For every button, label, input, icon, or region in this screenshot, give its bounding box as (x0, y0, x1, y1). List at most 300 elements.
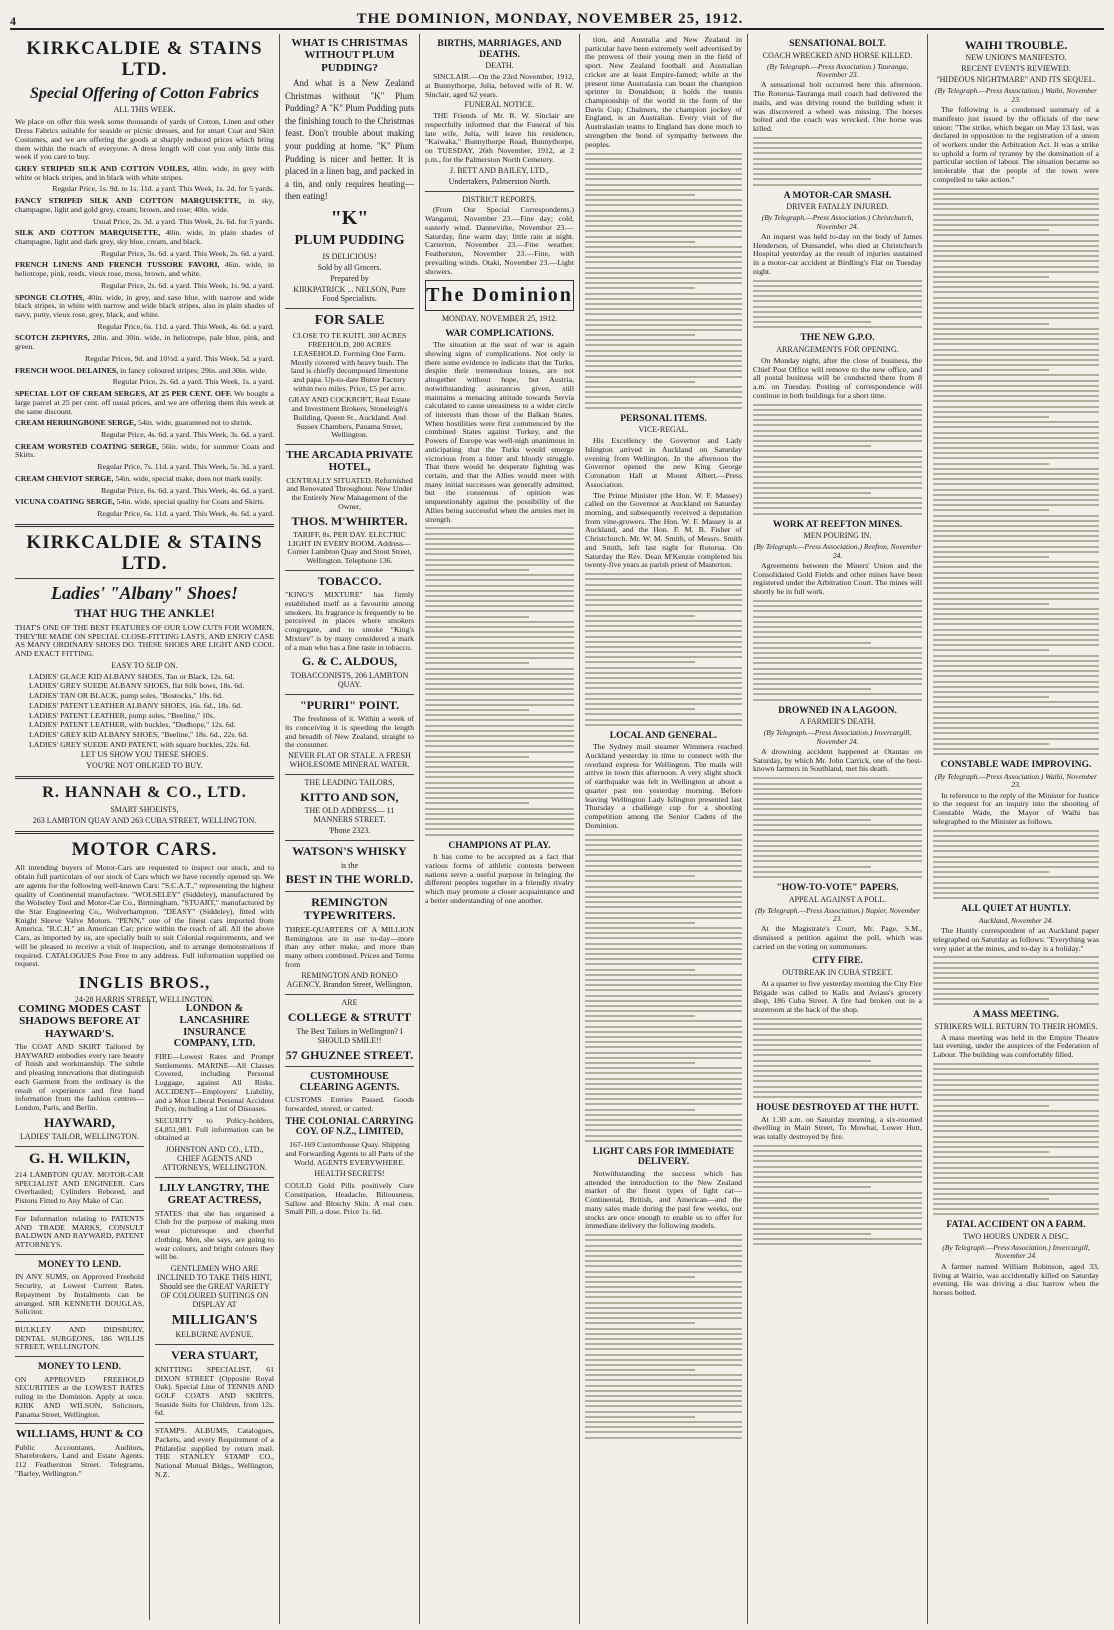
text-line (585, 677, 742, 679)
customs-body: CUSTOMS Entries Passed. Goods forwarded, stored, or carted. (285, 1095, 414, 1114)
dominion-logo: The Dominion (425, 280, 574, 310)
kirkpatrick: KIRKPATRICK ... NELSON, Pure Food Specialists. (293, 284, 406, 303)
bailey-address: Undertakers, Palmerston North. (448, 176, 551, 186)
text-line (933, 660, 1099, 662)
text-line (585, 1057, 742, 1059)
never-flat: NEVER FLAT OR STALE. A FRESH WHOLESOME MINERAL WATER. (288, 750, 411, 769)
champions-heading: CHAMPIONS AT PLAY. (448, 840, 551, 851)
text-line (933, 1130, 1099, 1132)
text-line (585, 708, 695, 710)
text-line (933, 546, 1099, 548)
text-line (585, 1005, 742, 1007)
text-line (753, 1202, 922, 1204)
text-line (753, 1212, 922, 1214)
text-line (753, 321, 871, 323)
strikers-continued-text (933, 1063, 1099, 1215)
text-line (585, 1426, 742, 1428)
text-line (425, 797, 574, 799)
text-line (933, 861, 1099, 863)
text-line (753, 295, 922, 297)
text-line (933, 1115, 1099, 1117)
editorial-date: MONDAY, NOVEMBER 25, 1912. (441, 313, 558, 323)
milligans-address: KELBURNE AVENUE. (175, 1330, 254, 1340)
local-continued-text (585, 834, 742, 1142)
text-line (933, 897, 1099, 899)
cotton-item-desc: in sky, champagne, light and gold grey, cream, brown, and rose; 40in. wide. (15, 196, 274, 214)
text-line (753, 471, 922, 473)
strikers-body: A mass meeting was held in the Empire Theatre last evening, under the auspices of the Federation of Labour. The building was comfortably filled. (933, 1032, 1099, 1060)
patents-ad: For Information relating to PATENTS AND TRADE MARKS, CONSULT BALDWIN AND RAYWARD, PATENT ATTORNEYS. (15, 1213, 144, 1250)
text-line (585, 1062, 695, 1064)
text-line (753, 513, 922, 515)
cotton-item-desc: 40in. wide, in grey with white or black stripes, and in black with white stripes. (15, 163, 274, 182)
text-line (585, 287, 695, 289)
text-line (933, 343, 1099, 345)
personal-items-body: The Prime Minister (the Hon. W. F. Massey) called on the Governor at Auckland on Saturday morning, and subsequently received a deputation from vine-growers. The Hon. W. F. Massey is at Auckland, and the Hon. F. M. B. Fisher of Christchurch. Mr. W. M. Smith, of Messrs. Smith and Smith, left last night for Rotorua. On Saturday the Rev. Dean M'Kenzie completed his twenty-five years as parish priest of Masterton. (585, 490, 742, 570)
constable-continued-text (933, 830, 1099, 899)
text-line (425, 787, 574, 789)
text-line (585, 1354, 742, 1356)
text-line (753, 404, 922, 406)
text-line (425, 782, 574, 784)
light-cars-continued-text (585, 1234, 742, 1438)
war-complications-body: The situation at the seat of war is again showing signs of complications. Not only is there some evidence to indicate that the Turks, despite their tremendous losses, are not altogether without hope, but Austria, notwithstanding assurances given, still maintains a menacing attitude towards Servia calculated to cause uneasiness to a wider circle of interests than those of the Balkan States. When hostilities were first commenced by the combined States against Turkey, and the Powers of Europe was well-nigh unanimous in anticipating that the Turks would emerge victorious from a bitter and bloody struggle. That there would be desperate fighting was certain, and that the Allies would meet with many initial successes was generally admitted, but the consensus of opinion was unquestionably against the possibility of the Allies being successful when the armies met in strength. (425, 340, 574, 524)
hannah-address: 263 LAMBTON QUAY AND 263 CUBA STREET, WELLINGTON. (32, 816, 257, 826)
text-line (585, 672, 742, 674)
gpo-continued-text (753, 404, 922, 515)
text-line (933, 753, 1099, 755)
text-line (425, 657, 574, 659)
text-line (753, 803, 922, 805)
city-fire-heading: CITY FIRE. (812, 956, 863, 967)
text-line (753, 142, 922, 144)
text-line (933, 717, 1099, 719)
text-line (585, 594, 742, 596)
text-line (585, 1078, 742, 1080)
text-line (933, 380, 1099, 382)
funeral-heading: FUNERAL NOTICE. (464, 100, 535, 110)
text-line (585, 1421, 742, 1423)
text-line (425, 802, 529, 804)
column-4-continued-text (585, 153, 742, 409)
text-line (425, 725, 574, 727)
text-line (425, 730, 574, 732)
hannah-sub: SMART SHOEISTS, (110, 805, 179, 815)
text-line (753, 482, 922, 484)
kirkcaldie-title: KIRKCALDIE & STAINS LTD. (26, 38, 263, 81)
colonial-title: THE COLONIAL CARRYING COY. OF N.Z., LIMITED, (285, 1116, 414, 1138)
cotton-item-name: CREAM HERRINGBONE SERGE, (15, 418, 137, 428)
text-line (753, 647, 922, 649)
text-line (753, 616, 922, 618)
text-line (585, 1437, 742, 1439)
text-line (585, 1234, 742, 1236)
masthead (10, 6, 1104, 30)
text-line (933, 561, 1099, 563)
text-line (933, 198, 1099, 200)
text-line (933, 219, 1099, 221)
text-line (753, 290, 922, 292)
text-line (753, 1044, 922, 1046)
text-line (753, 866, 871, 868)
text-line (753, 668, 922, 670)
house-destroyed-heading: HOUSE DESTROYED AT THE HUTT. (756, 1102, 919, 1113)
war-complications-heading: WAR COMPLICATIONS. (445, 328, 554, 339)
text-line (585, 984, 742, 986)
cotton-list (15, 165, 274, 519)
text-line (585, 1400, 742, 1402)
text-line (933, 1182, 1099, 1184)
easy-to-slip: EASY TO SLIP ON. (111, 660, 178, 670)
hideous-nightmare: "HIDEOUS NIGHTMARE" AND ITS SEQUEL. (936, 75, 1096, 85)
text-line (425, 652, 574, 654)
text-line (933, 520, 1099, 522)
text-line (933, 977, 1099, 979)
shoe-item: LADIES' GLACE KID ALBANY SHOES, Tan or Black, 12s. 6d. (29, 671, 235, 681)
personal-items-heading: PERSONAL ITEMS. (620, 413, 707, 424)
recent-events: RECENT EVENTS REVIEWED. (961, 64, 1071, 74)
gray-cockroft: GRAY AND COCKROFT, Real Estate and Investment Brokers, Stoneleigh's Building, Queen St., Auckland. And Sussex Chambers, Panama Street, Wellington. (288, 395, 411, 440)
text-line (585, 922, 695, 924)
text-line (933, 452, 1099, 454)
text-line (585, 604, 742, 606)
text-line (753, 834, 922, 836)
text-line (585, 896, 742, 898)
text-line (753, 1176, 922, 1178)
tobacco-body: "KING'S MIXTURE" has firmly established itself as a favourite among smokers. Its fragrance is frequently to be perceived in places where smokers congregate, and to smoke "King's Mixture" is by many considered a mark of a man who has a fine taste in tobacco. (285, 590, 414, 652)
all-this-week: ALL THIS WEEK. (113, 105, 176, 115)
text-line (753, 860, 922, 862)
williams-hunt-title: WILLIAMS, HUNT & CO (16, 1428, 143, 1441)
text-line (753, 1060, 871, 1062)
text-line (753, 845, 922, 847)
johnston-agents: JOHNSTON AND CO., LTD., CHIEF AGENTS AND ATTORNEYS, WELLINGTON. (161, 1145, 268, 1173)
text-line (585, 912, 742, 914)
text-line (425, 808, 574, 810)
cotton-item-price: Usual Price, 2s. 3d. a yard. This Week, 2s. 6d. for 5 yards. (93, 216, 274, 226)
text-line (933, 234, 1099, 236)
text-line (585, 1276, 695, 1278)
text-line (425, 776, 574, 778)
text-line (585, 687, 742, 689)
wilkin-title: G. H. WILKIN, (29, 1151, 130, 1168)
vera-stuart-body: KNITTING SPECIALIST, 61 DIXON STREET (Opposite Royal Oak). Special Line of TENNIS AND GOLF COATS AND SKIRTS. Seaside Suits for Children, from 12s. 6d. (155, 1364, 274, 1418)
text-line (753, 657, 922, 659)
text-line (753, 1155, 922, 1157)
text-line (753, 683, 922, 685)
text-line (585, 189, 742, 191)
williams-hunt-body: Public Accountants, Auditors, Sharebrokers, Land and Estate Agents. 112 Featherston Street. Telegrams, "Barley, Wellington." (15, 1442, 144, 1478)
text-line (585, 220, 742, 222)
light-cars-heading: LIGHT CARS FOR IMMEDIATE DELIVERY. (592, 1146, 735, 1168)
cotton-item-name: FANCY STRIPED SILK AND COTTON MARQUISETTE, (15, 196, 241, 206)
text-line (753, 673, 922, 675)
text-line (585, 241, 695, 243)
text-line (753, 440, 922, 442)
text-line (585, 979, 742, 981)
text-line (933, 530, 1099, 532)
text-line (585, 854, 742, 856)
text-line (933, 515, 1099, 517)
text-line (933, 245, 1099, 247)
text-line (585, 407, 742, 409)
text-line (585, 963, 742, 965)
fatal-accident-heading: FATAL ACCIDENT ON A FARM. (946, 1220, 1086, 1231)
text-line (933, 1162, 1099, 1164)
text-line (585, 1046, 742, 1048)
text-line (933, 993, 1099, 995)
text-line (753, 876, 922, 878)
text-line (585, 194, 695, 196)
text-line (753, 1091, 922, 1093)
text-line (585, 1369, 695, 1371)
inglis-address: 24-28 HARRIS STREET, WELLINGTON. (74, 995, 215, 1005)
text-line (753, 1217, 922, 1219)
text-line (933, 701, 1099, 703)
money-to-lend-1-body: IN ANY SUMS, on Approved Freehold Security, at Lowest Current Rates. Repayment by Instalments can be arranged. SIR KENNETH DOUGLAS, Solicitor. (15, 1272, 144, 1317)
text-line (585, 1265, 742, 1267)
text-line (933, 525, 1099, 527)
text-line (933, 447, 1099, 449)
column-1a-ads (10, 1000, 150, 1620)
text-line (425, 538, 574, 540)
text-line (753, 1160, 922, 1162)
funeral-notice: THE Friends of Mr. R. W. Sinclair are respectfully informed that the Funeral of his late wife, Julia, will leave his residence, "Kaiwaka," Bunnythorpe Road, Bunnythorpe, on TUESDAY, 26th November, 1912, at 2 p.m., for the Palmerston North Cemetery. (425, 111, 574, 164)
fatal-byline: (By Telegraph.—Press Association.) Invercargill, November 24. (942, 1243, 1090, 1261)
text-line (933, 1193, 1099, 1195)
text-line (585, 1302, 742, 1304)
text-line (933, 598, 1099, 600)
k-title: "K" (330, 206, 369, 229)
text-line (753, 652, 922, 654)
text-line (933, 1172, 1099, 1174)
text-line (585, 1124, 742, 1126)
cotton-item-price: Regular Prices, 9d. and 10½d. a yard. This Week, 5d. a yard. (85, 353, 274, 363)
text-line (933, 338, 1099, 340)
huntly-continued-text (933, 956, 1099, 1005)
money-to-lend-2-body: ON APPROVED FREEHOLD SECURITIES at the LOWEST RATES ruling in the Dominion. Apply at once. KIRK AND WILSON, Solicitors, Panama Street, Wellington. (15, 1374, 144, 1419)
death-notice: SINCLAIR.—On the 23rd November, 1912, at Bunnythorpe, Julia, beloved wife of R. W. Sinclair, aged 62 years. (425, 72, 574, 99)
text-line (425, 709, 529, 711)
cotton-item (15, 390, 274, 416)
text-line (585, 599, 742, 601)
cotton-item (15, 334, 274, 351)
milligans-title: MILLIGAN'S (171, 1312, 258, 1328)
text-line (425, 636, 574, 638)
appeal-against-poll: APPEAL AGAINST A POLL. (788, 894, 887, 904)
text-line (933, 618, 1099, 620)
text-line (933, 483, 1099, 485)
waihi-body: The following is a condensed summary of a manifesto just issued by the officials of the new union: "The strike, which began on May 13 last, was declared in opposition to the registration of a union of workers under the Arbitration Act. It was a strike to uphold a form of tyranny by the domination of a particular section of labour. The situation became so intolerable that the people of the town were compelled to take action." (933, 105, 1099, 184)
shoe-item: LADIES' GREY SUEDE AND PATENT, with square buckles, 22s. 6d. (29, 739, 251, 749)
text-line (933, 623, 1099, 625)
text-line (933, 712, 1099, 714)
cotton-item-name: SPONGE CLOTHS, (15, 292, 85, 302)
text-line (425, 735, 574, 737)
text-line (933, 608, 1099, 610)
text-line (753, 1039, 922, 1041)
text-line (585, 661, 695, 663)
cotton-item-price: Regular Price, 1s. 9d. to 1s. 11d. a yard. This Week, 1s. 2d. for 5 yards. (52, 184, 274, 194)
text-line (933, 406, 1099, 408)
cuba-street-outbreak: OUTBREAK IN CUBA STREET. (782, 968, 893, 978)
text-line (425, 579, 574, 581)
text-line (933, 1105, 1049, 1107)
text-line (933, 426, 1099, 428)
cotton-item-desc: 54in. wide, special quality for Coats and Skirts. (114, 497, 265, 507)
text-line (753, 610, 922, 612)
text-line (933, 551, 1099, 553)
money-to-lend-1: MONEY TO LEND. (38, 1259, 121, 1270)
cotton-item-name: VICUNA COATING SERGE, (15, 497, 115, 507)
shoe-list (15, 673, 274, 750)
shoe-item: LADIES' GREY SUEDE ALBANY SHOES, flat Silk bows, 18s. 6d. (29, 681, 245, 691)
cotton-item-price: Regular Price, 6s. 6d. a yard. This Week, 4s. 6d. a yard. (101, 485, 274, 495)
text-line (933, 364, 1099, 366)
champions-body: It has come to be accepted as a fact that various forms of athletic contests between nations serve a useful purpose in bringing the different peoples together in a friendly rivalry which may promote a closer acquaintance and a better understanding of one another. (425, 852, 574, 905)
text-line (753, 605, 922, 607)
text-line (753, 814, 922, 816)
text-line (585, 1000, 742, 1002)
text-line (585, 1010, 742, 1012)
text-line (753, 788, 922, 790)
text-line (933, 856, 1099, 858)
text-line (753, 435, 922, 437)
text-line (425, 714, 574, 716)
text-line (425, 756, 529, 758)
text-line (585, 1333, 742, 1335)
cotton-item (15, 443, 274, 460)
text-line (753, 1228, 922, 1230)
text-line (425, 683, 574, 685)
arcadia-title: THE ARCADIA PRIVATE HOTEL, (286, 449, 413, 474)
motor-smash-heading: A MOTOR-CAR SMASH. (783, 190, 892, 201)
text-line (933, 499, 1099, 501)
text-line (585, 698, 742, 700)
text-line (753, 642, 871, 644)
text-line (933, 572, 1099, 574)
text-line (753, 829, 922, 831)
text-line (585, 1052, 742, 1054)
house-destroyed-body: At 1.30 a.m. on Saturday morning, a six-roomed dwelling in Main Street, To Mowhai, Lower Hutt, was totally destroyed by fire. (753, 1114, 922, 1141)
text-line (585, 713, 742, 715)
mwhirter: THOS. M'WHIRTER. (291, 513, 408, 528)
text-line (585, 1271, 742, 1273)
text-line (753, 414, 922, 416)
shoe-item: LADIES' PATENT LEATHER, pump soles, "Beeline," 10s. (29, 710, 215, 720)
text-line (425, 574, 574, 576)
text-line (585, 656, 742, 658)
text-line (753, 1238, 922, 1240)
district-reports-heading: DISTRICT REPORTS. (462, 194, 537, 204)
text-line (585, 1385, 742, 1387)
column-3-continued-text (425, 527, 574, 835)
text-line (425, 647, 574, 649)
strikers-return: STRIKERS WILL RETURN TO THEIR HOMES. (934, 1021, 1098, 1031)
text-line (933, 333, 1099, 335)
hayward-body: The COAT AND SKIRT Tailored by HAYWARD embodies every rare beauty of finish and workmanship. The subtle and pleasing innovations that distinguish each Garment from the ordinary is the result of experience and first hand information from the fashion centres—London, Paris, and Berlin. (15, 1041, 144, 1112)
text-line (753, 855, 922, 857)
reefton-continued-text (753, 600, 922, 701)
cotton-item-name: SPECIAL LOT OF CREAM SERGES, AT 25 PER CENT. OFF. (15, 389, 232, 399)
text-line (753, 1054, 922, 1056)
text-line (933, 840, 1099, 842)
district-reports: (From Our Special Correspondents.) Wanganui, November 23.—Fine day; cold, easterly wind. Dannevirke, November 23.—Saturday, fine warm day; little rain at night. Carterton, November 23.—Fine weather. Featherston, November 23.—Fine, with prevailing winds. Otaki, November 23.—Light showers. (425, 205, 574, 276)
text-line (933, 400, 1099, 402)
text-line (585, 989, 742, 991)
text-line (753, 1166, 922, 1168)
text-line (753, 173, 922, 175)
waihi-trouble-heading: WAIHI TROUBLE. (964, 38, 1068, 52)
text-line (585, 682, 742, 684)
drowned-body: A drowning accident happened at Otautau on Saturday, by which Mr. John Carrick, one of the best-known farmers in Southland, met his death. (753, 747, 922, 774)
text-line (933, 706, 1099, 708)
coach-byline: (By Telegraph.—Press Association.) Tauranga, November 23. (766, 61, 909, 79)
text-line (585, 339, 742, 341)
text-line (933, 193, 1099, 195)
for-sale-body: CLOSE TO TE KUITI. 300 ACRES FREEHOLD, 200 ACRES LEASEHOLD. Forming One Farm. Mostly covered with heavy bush. The land is chiefly decomposed limestone and papa. Up-to-date Butter Factory within two miles. Price, £5 per acre. (290, 331, 409, 393)
text-line (585, 641, 742, 643)
text-line (753, 636, 922, 638)
text-line (933, 732, 1099, 734)
text-line (585, 578, 742, 580)
text-line (585, 1067, 742, 1069)
text-line (933, 416, 1049, 418)
text-line (753, 163, 922, 165)
text-line (933, 478, 1099, 480)
text-line (585, 724, 742, 726)
text-line (933, 463, 1049, 465)
text-line (585, 173, 742, 175)
text-line (933, 738, 1099, 740)
text-line (585, 261, 742, 263)
text-line (585, 225, 742, 227)
coach-body: A sensational bolt occurred here this afternoon. The Rotorua-Tauranga mail coach had delivered the mails, and was driving round the building when it was discovered a wheel was missing. The horses bolted and the coach was wrecked. One horse was killed. (753, 80, 922, 133)
text-line (753, 152, 922, 154)
huntly-byline: Auckland, November 24. (978, 915, 1054, 925)
text-line (585, 1416, 695, 1418)
text-line (585, 860, 742, 862)
gpo-body: On Monday night, after the close of business, the Chief Post Office will remove to the new office, and all postal business will be conducted there from 8 a.m. on Tuesday. Posting of correspondence will continue in both buildings for a short time. (753, 355, 922, 400)
colonial-body: 167-169 Customhouse Quay. Shipping and Forwarding Agents to all Parts of the World. AGENTS EVERYWHERE. (285, 1140, 414, 1167)
remington-body: THREE-QUARTERS OF A MILLION Remingtons are in use to-day—more than any other make, and more than many others combined. Prices and Terms from (285, 924, 414, 969)
text-line (933, 271, 1099, 273)
cotton-item (15, 294, 274, 320)
appeal-byline: (By Telegraph.—Press Association.) Napier, November 23. (755, 905, 920, 923)
text-line (933, 956, 1099, 958)
text-line (753, 1233, 871, 1235)
text-line (933, 748, 1099, 750)
text-line (585, 1348, 742, 1350)
text-line (585, 1343, 742, 1345)
text-line (933, 369, 1049, 371)
text-line (933, 374, 1099, 376)
text-line (585, 886, 742, 888)
is-delicious: IS DELICIOUS! (322, 251, 377, 261)
kitto-address: THE OLD ADDRESS— 11 MANNERS STREET. (304, 806, 395, 825)
text-line (425, 792, 574, 794)
text-line (585, 251, 742, 253)
text-line (585, 1250, 742, 1252)
driver-byline: (By Telegraph.—Press Association.) Christchurch, November 24. (761, 213, 914, 231)
column-4-news (580, 34, 748, 1624)
drowned-byline: (By Telegraph.—Press Association.) Invercargill, November 24. (763, 728, 912, 746)
text-line (585, 308, 742, 310)
text-line (585, 396, 742, 398)
text-line (933, 850, 1099, 852)
driver-body: An inquest was held to-day on the body of James Henderson, of Dunsandel, who died at Christchurch Hospital yesterday as the result of injuries sustained in a motor-car accident at Birdling's Flat on Tuesday night. (753, 231, 922, 276)
text-line (425, 751, 574, 753)
